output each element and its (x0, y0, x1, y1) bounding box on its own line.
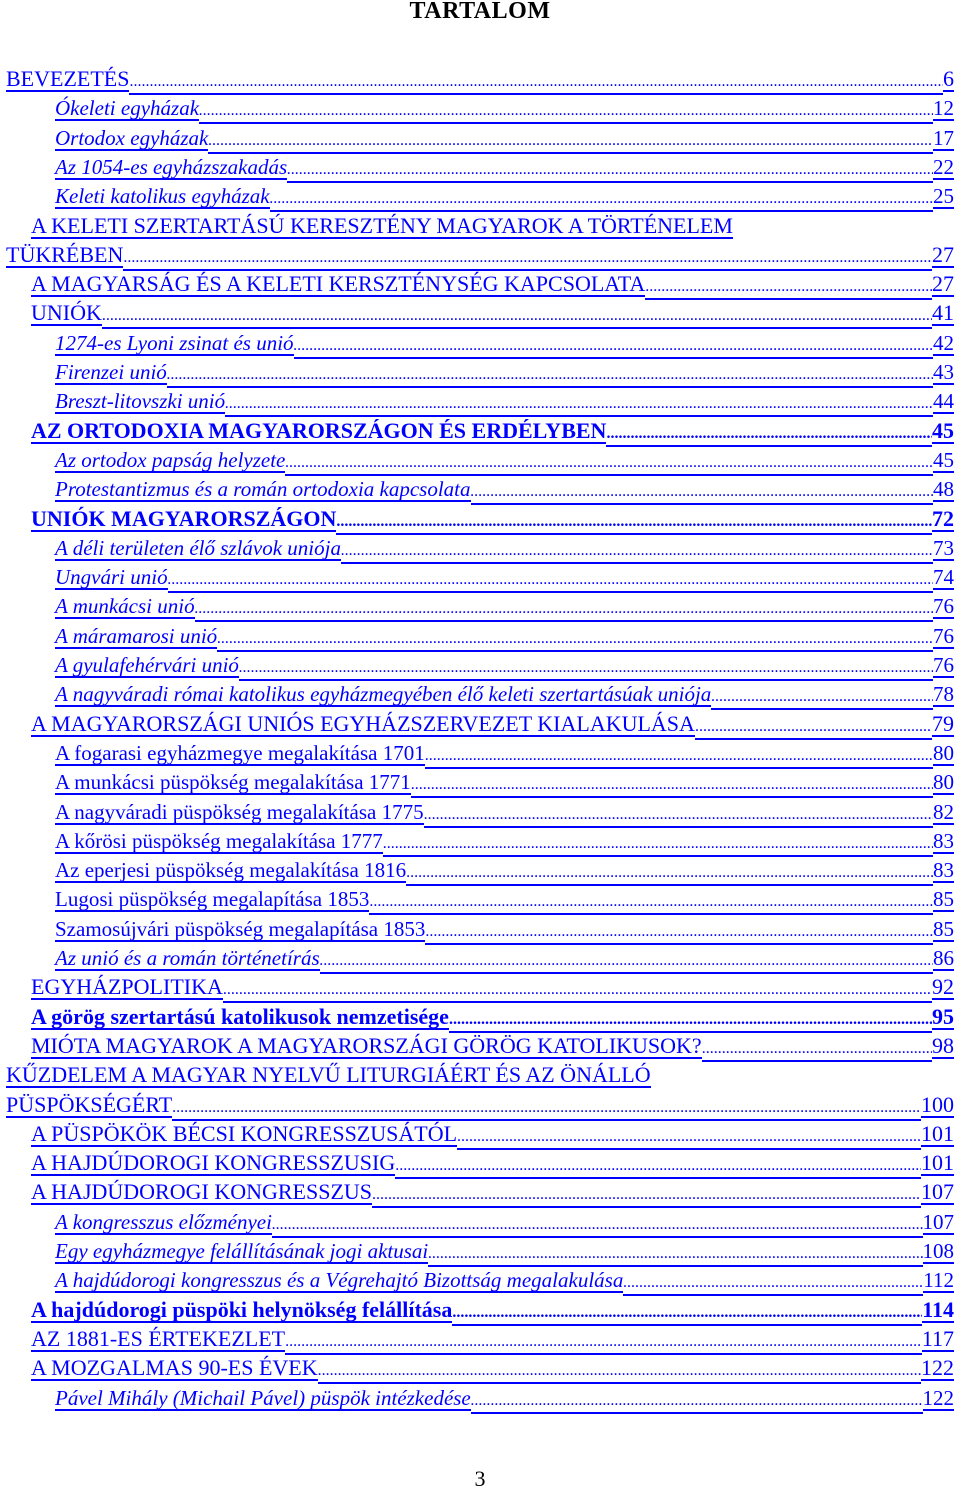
toc-entry[interactable] (55, 859, 954, 888)
toc-entry-text: A HAJDÚDOROGI KONGRESSZUS (31, 1179, 373, 1205)
toc-entry-text: A MAGYARORSZÁGI UNIÓS EGYHÁZSZERVEZET KIALAKULÁSA (31, 710, 695, 736)
toc-leader-dots (425, 921, 933, 945)
toc-entry-text: A nagyváradi püspökség megalakítása 1775 (55, 799, 424, 824)
toc-entry[interactable] (31, 710, 954, 742)
toc-entry[interactable] (55, 1387, 954, 1416)
toc-page-number: 17 (933, 125, 954, 150)
toc-leader-dots (471, 481, 933, 505)
toc-entry-text: A máramarosi unió (55, 623, 218, 648)
toc-entry[interactable] (55, 801, 954, 830)
toc-leader-dots (395, 1155, 921, 1179)
toc-page-number: 6 (943, 66, 954, 91)
toc-leader-dots (623, 1272, 923, 1296)
toc-entry-text: A MAGYARSÁG ÉS A KELETI KERSZTÉNYSÉG KAPCSOLATA (31, 271, 646, 297)
toc-leader-dots (285, 452, 933, 476)
toc-entry[interactable] (55, 683, 954, 712)
toc-entry-text: Ortodox egyházak (55, 125, 209, 150)
toc-entry[interactable] (55, 127, 954, 156)
toc-leader-dots (318, 1360, 921, 1384)
toc-page-number: 12 (933, 96, 954, 121)
toc-leader-dots (424, 804, 933, 828)
toc-entry-text: Keleti katolikus egyházak (55, 184, 270, 209)
toc-entry[interactable] (55, 566, 954, 595)
toc-leader-dots (167, 364, 933, 388)
toc-page-number: 48 (933, 477, 954, 502)
toc-page-number: 76 (933, 623, 954, 648)
toc-entry-text: A hajdúdorogi püspöki helynökség felállítása (31, 1296, 453, 1322)
toc-entry[interactable] (55, 1269, 954, 1298)
toc-page-number: 117 (921, 1325, 954, 1351)
toc-leader-dots (102, 305, 932, 329)
toc-leader-dots (287, 159, 933, 183)
toc-entry[interactable] (55, 478, 954, 507)
toc-leader-dots (606, 423, 932, 447)
toc-entry[interactable] (55, 537, 954, 566)
toc-leader-dots (425, 745, 933, 769)
toc-leader-dots (452, 1302, 922, 1326)
toc-page-number: 78 (933, 682, 954, 707)
toc-entry[interactable] (31, 976, 954, 1005)
toc-leader-dots (383, 833, 933, 857)
toc-page-number: 107 (921, 1179, 954, 1205)
toc-page-number: 101 (921, 1150, 954, 1176)
toc-entry-text: A kongresszus előzményei (55, 1209, 272, 1234)
toc-entry-text: A KELETI SZERTARTÁSÚ KERESZTÉNY MAGYAROK A TÖRTÉNELEM (31, 212, 733, 238)
toc-page-number: 101 (921, 1120, 954, 1146)
toc-leader-dots (428, 1243, 922, 1267)
toc-page-number: 86 (933, 946, 954, 970)
toc-entry[interactable] (6, 1091, 954, 1123)
toc-page-number: 22 (933, 154, 954, 179)
toc-page-number: 76 (933, 594, 954, 619)
toc-leader-dots (294, 335, 933, 359)
toc-entry-text: Az 1054-es egyházszakadás (55, 154, 288, 179)
toc-entry-text: Az eperjesi püspökség megalakítása 1816 (55, 858, 407, 883)
toc-page-number: 85 (933, 887, 954, 912)
toc-page-number: 95 (932, 1003, 954, 1029)
toc-entry[interactable] (6, 68, 954, 97)
toc-entry-text: BEVEZETÉS (6, 66, 130, 91)
toc-page-number: 45 (933, 447, 954, 472)
toc-leader-dots (341, 540, 933, 564)
toc-page-number: 27 (932, 271, 954, 297)
toc-page-number: 73 (933, 535, 954, 560)
toc-entry-text: Egy egyházmegye felállításának jogi aktusai (55, 1239, 429, 1263)
toc-page-number: 108 (922, 1239, 954, 1263)
toc-entry-text: A déli területen élő szlávok uniója (55, 535, 341, 560)
toc-leader-dots (695, 716, 932, 740)
toc-page-number: 72 (932, 505, 954, 531)
toc-leader-dots (217, 628, 933, 652)
toc-entry-text: A görög szertartású katolikusok nemzetisége (31, 1003, 449, 1029)
toc-entry-text: KŰZDELEM A MAGYAR NYELVŰ LITURGIÁÉRT ÉS AZ ÖNÁLLÓ (6, 1062, 651, 1088)
toc-page-number: 92 (932, 974, 954, 1000)
toc-entry-text: UNIÓK MAGYARORSZÁGON (31, 505, 337, 531)
toc-entry[interactable] (55, 830, 954, 859)
toc-leader-dots (129, 71, 943, 95)
toc-entry-text: UNIÓK (31, 300, 102, 326)
toc-page-number: 43 (933, 360, 954, 384)
toc-entry-text: A munkácsi püspökség megalakítása 1771 (55, 770, 411, 795)
toc-leader-dots (270, 188, 933, 212)
toc-page-number: 83 (933, 858, 954, 883)
toc-entry[interactable] (31, 1325, 954, 1357)
toc-leader-dots (702, 1038, 932, 1062)
toc-entry-text: EGYHÁZPOLITIKA (31, 974, 223, 1000)
toc-page-number: 114 (922, 1296, 954, 1322)
toc-entry-text: AZ 1881-ES ÉRTEKEZLET (31, 1325, 286, 1351)
toc-entry-text: Protestantizmus és a román ortodoxia kapcsolata (55, 477, 471, 502)
toc-leader-dots (645, 276, 932, 300)
toc-entry[interactable] (55, 185, 954, 214)
toc-entry[interactable] (31, 1120, 954, 1152)
toc-leader-dots (168, 569, 933, 593)
toc-leader-dots (711, 686, 933, 710)
toc-page-number: 98 (932, 1032, 954, 1058)
toc-entry-text: Pável Mihály (Michail Pável) püspök intézkedése (55, 1385, 471, 1410)
toc-entry-wrapped-line[interactable] (6, 1064, 651, 1093)
toc-leader-dots (406, 862, 933, 886)
toc-leader-dots (123, 247, 932, 271)
page-title: TARTALOM (409, 0, 551, 24)
toc-entry[interactable] (31, 1357, 954, 1386)
toc-entry[interactable] (55, 361, 954, 390)
toc-page-number: 107 (922, 1209, 954, 1234)
toc-page-number: 122 (921, 1355, 954, 1381)
toc-leader-dots (320, 950, 933, 974)
toc-entry[interactable] (55, 390, 954, 419)
toc-entry[interactable] (55, 771, 954, 800)
toc-entry[interactable] (55, 947, 954, 976)
toc-leader-dots (372, 1184, 921, 1208)
toc-page-number: 79 (932, 710, 954, 736)
toc-entry-text: Lugosi püspökség megalapítása 1853 (55, 887, 370, 912)
toc-entry[interactable] (31, 1152, 954, 1181)
toc-leader-dots (449, 1009, 932, 1033)
toc-page-number: 41 (932, 300, 954, 326)
toc-entry-text: 1274-es Lyoni zsinat és unió (55, 330, 294, 355)
toc-page-number: 122 (922, 1385, 954, 1410)
toc-page-number: 100 (921, 1091, 954, 1117)
toc-leader-dots (457, 1126, 921, 1150)
toc-entry[interactable] (31, 417, 954, 449)
toc-entry[interactable] (55, 1211, 954, 1240)
toc-entry[interactable] (55, 156, 954, 185)
toc-leader-dots (369, 891, 933, 915)
page-number: 3 (474, 1466, 486, 1491)
toc-page-number: 82 (933, 799, 954, 824)
toc-entry-text: Ungvári unió (55, 565, 168, 590)
toc-page-number: 85 (933, 916, 954, 941)
toc-leader-dots (239, 657, 933, 681)
toc-leader-dots (223, 979, 932, 1003)
toc-entry-text: MIÓTA MAGYAROK A MAGYARORSZÁGI GÖRÖG KATOLIKUSOK? (31, 1032, 702, 1058)
toc-page-number: 42 (933, 330, 954, 355)
toc-entry-wrapped-line[interactable] (31, 212, 733, 244)
toc-entry[interactable] (31, 1032, 954, 1064)
toc-leader-dots (285, 1331, 922, 1355)
toc-page-number: 74 (933, 565, 954, 590)
toc-entry-text: A munkácsi unió (55, 594, 195, 619)
toc-entry[interactable] (31, 273, 954, 302)
toc-leader-dots (208, 130, 933, 154)
toc-entry-text: Szamosújvári püspökség megalapítása 1853 (55, 916, 426, 941)
toc-entry-text: Breszt-litovszki unió (55, 389, 226, 414)
toc-entry[interactable] (6, 241, 954, 273)
toc-entry[interactable] (31, 1296, 954, 1328)
toc-leader-dots (195, 598, 933, 622)
toc-page-number: 27 (932, 241, 954, 267)
toc-leader-dots (411, 774, 933, 798)
toc-leader-dots (272, 1214, 923, 1238)
toc-entry-text: A gyulafehérvári unió (55, 653, 239, 677)
toc-entry-text: TÜKRÉBEN (6, 241, 124, 267)
toc-leader-dots (471, 1390, 923, 1414)
toc-entry-text: A PÜSPÖKÖK BÉCSI KONGRESSZUSÁTÓL (31, 1120, 458, 1146)
toc-entry-text: PÜSPÖKSÉGÉRT (6, 1091, 173, 1117)
toc-entry[interactable] (31, 302, 954, 331)
toc-entry[interactable] (55, 654, 954, 683)
toc-entry[interactable] (55, 888, 954, 917)
toc-entry-text: A kőrösi püspökség megalakítása 1777 (55, 828, 383, 853)
toc-entry[interactable] (55, 595, 954, 624)
toc-entry-text: A hajdúdorogi kongresszus és a Végrehajtó Bizottság megalakulása (55, 1268, 624, 1293)
toc-entry-text: A HAJDÚDOROGI KONGRESSZUSIG (31, 1150, 396, 1176)
toc-page-number: 76 (933, 653, 954, 677)
toc-page-number: 25 (933, 184, 954, 209)
toc-entry-text: A fogarasi egyházmegye megalakítása 1701 (55, 740, 425, 765)
toc-entry[interactable] (55, 97, 954, 126)
toc-leader-dots (199, 100, 933, 124)
toc-entry[interactable] (55, 742, 954, 771)
toc-entry[interactable] (31, 1181, 954, 1210)
toc-entry-text: A MOZGALMAS 90-ES ÉVEK (31, 1355, 318, 1381)
toc-entry[interactable] (55, 449, 954, 478)
toc-leader-dots (225, 393, 933, 417)
toc-page-number: 45 (932, 417, 954, 443)
toc-entry-text: Ókeleti egyházak (55, 96, 200, 121)
toc-page-number: 83 (933, 828, 954, 853)
toc-entry-text: A nagyváradi római katolikus egyházmegyében élő keleti szertartásúak uniója (55, 682, 712, 707)
toc-page-number: 80 (933, 740, 954, 765)
toc-page-number: 112 (923, 1268, 954, 1293)
toc-entry[interactable] (31, 505, 954, 537)
toc-entry[interactable] (55, 625, 954, 654)
toc-entry[interactable] (31, 1003, 954, 1035)
toc-page-number: 44 (933, 389, 954, 414)
toc-leader-dots (336, 511, 932, 535)
toc-entry[interactable] (55, 918, 954, 947)
toc-leader-dots (172, 1097, 921, 1121)
toc-entry-text: Firenzei unió (55, 360, 167, 384)
toc-entry-text: Az unió és a román történetírás (55, 946, 320, 970)
toc-entry[interactable] (55, 1240, 954, 1269)
toc-entry-text: Az ortodox papság helyzete (55, 447, 286, 472)
toc-entry-text: AZ ORTODOXIA MAGYARORSZÁGON ÉS ERDÉLYBEN (31, 417, 607, 443)
toc-entry[interactable] (55, 332, 954, 361)
toc-page-number: 80 (933, 770, 954, 795)
